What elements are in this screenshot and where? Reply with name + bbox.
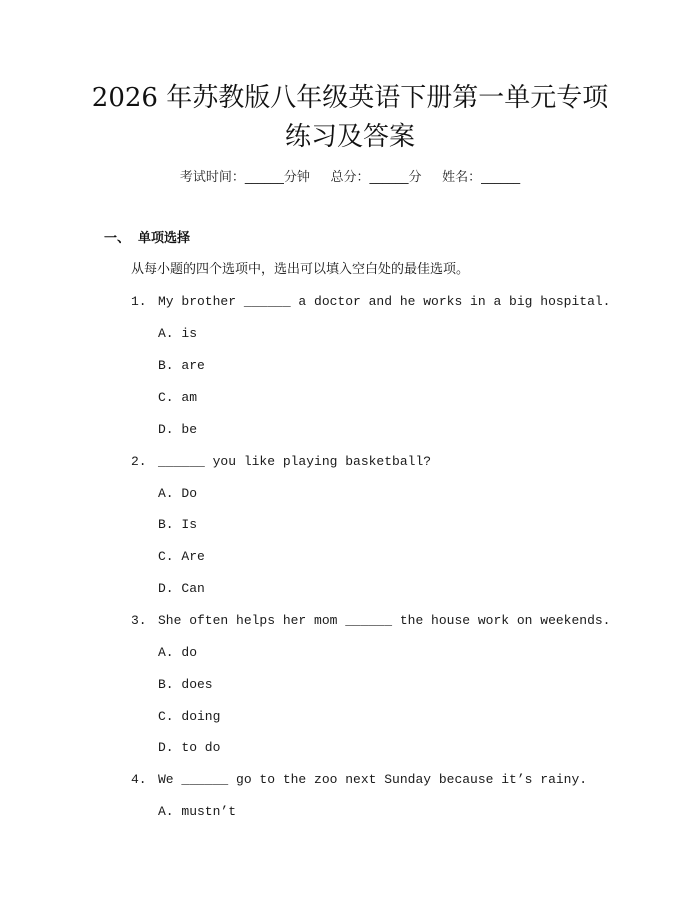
answer-option: C. doing bbox=[158, 709, 221, 724]
question-number: 4. bbox=[131, 772, 147, 787]
answer-option: B. does bbox=[158, 677, 213, 692]
answer-option: A. do bbox=[158, 645, 198, 660]
question-text: She often helps her mom ______ the house work on weekends. bbox=[158, 613, 611, 628]
question-text: We ______ go to the zoo next Sunday because it’s rainy. bbox=[158, 772, 588, 787]
question-number: 1. bbox=[131, 294, 147, 309]
answer-option: D. Can bbox=[158, 581, 205, 596]
section-heading bbox=[104, 230, 190, 248]
document-title-line-1: 2026 年苏教版八年级英语下册第一单元专项 bbox=[91, 83, 609, 113]
exam-info: 考试时间：______分钟 总分：______分 姓名：______ bbox=[179, 170, 521, 185]
question-text: ______ you like playing basketball? bbox=[158, 454, 432, 469]
answer-option: B. Is bbox=[158, 517, 198, 532]
answer-option: A. mustn’t bbox=[158, 804, 237, 819]
answer-option: C. Are bbox=[158, 549, 205, 564]
answer-option: A. Do bbox=[158, 486, 198, 501]
document-title-line-2: 练习及答案 bbox=[284, 122, 415, 152]
answer-option: D. to do bbox=[158, 740, 221, 755]
section-number: 一、 bbox=[104, 231, 131, 246]
answer-option: C. am bbox=[158, 390, 198, 405]
answer-option: B. are bbox=[158, 358, 205, 373]
section-instruction: 从每小题的四个选项中，选出可以填入空白处的最佳选项。 bbox=[131, 262, 470, 277]
answer-option: D. be bbox=[158, 422, 198, 437]
question-text: My brother ______ a doctor and he works in a big hospital. bbox=[158, 294, 611, 309]
answer-option: A. is bbox=[158, 326, 198, 341]
question-number: 2. bbox=[131, 454, 147, 469]
question-number: 3. bbox=[131, 613, 147, 628]
section-title: 单项选择 bbox=[138, 231, 191, 246]
